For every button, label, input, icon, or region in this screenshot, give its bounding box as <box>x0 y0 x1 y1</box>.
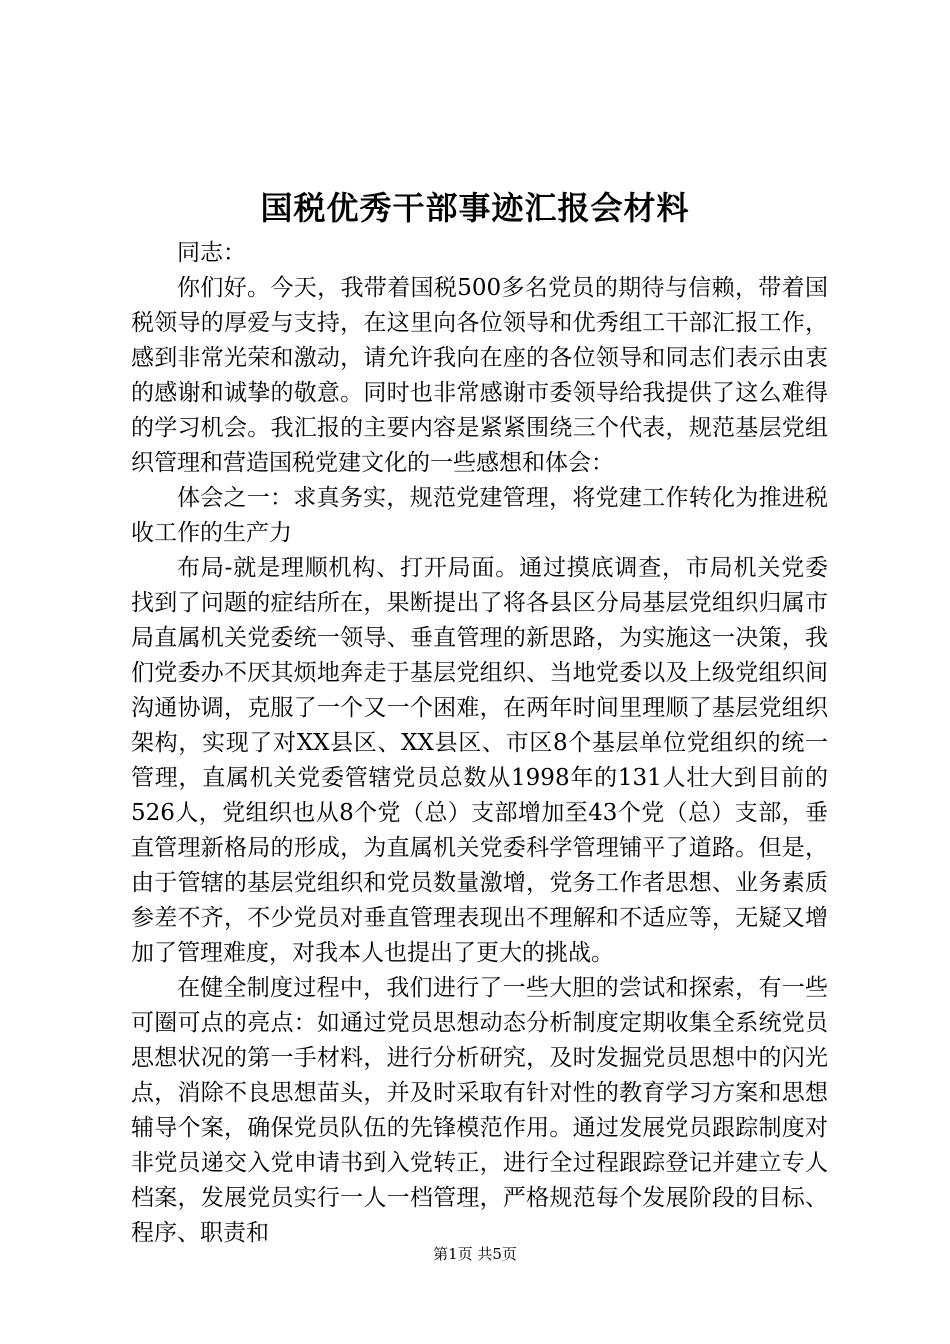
paragraph-heading-1: 体会之一：求真务实，规范党建管理，将党建工作转化为推进税收工作的生产力 <box>131 485 828 546</box>
document-body <box>131 236 828 1251</box>
document-title: 国税优秀干部事迹汇报会材料 <box>260 189 690 227</box>
salutation: 同志： <box>177 240 246 266</box>
page-footer: 第1页 共5页 <box>433 1245 517 1263</box>
paragraph-system: 在健全制度过程中，我们进行了一些大胆的尝试和探索，有一些可圈可点的亮点：如通过党员思想动态分析制度定期收集全系统党员思想状况的第一手材料，进行分析研究，及时发掘党员思想中的闪光点，消除不良思想苗头，并及时采取有针对性的教育学习方案和思想辅导个案，确保党员队伍的先锋模范作用。通过发展党员跟踪制度对非党员递交入党申请书到入党转正，进行全过程跟踪登记并建立专人档案，发展党员实行一人一档管理，严格规范每个发展阶段的目标、程序、职责和 <box>131 975 828 1246</box>
paragraph-intro: 你们好。今天，我带着国税500多名党员的期待与信赖，带着国税领导的厚爱与支持，在这里向各位领导和优秀组工干部汇报工作，感到非常光荣和激动，请允许我向在座的各位领导和同志们表示由衷的感谢和诚挚的敬意。同时也非常感谢市委领导给我提供了这么难得的学习机会。我汇报的主要内容是紧紧围绕三个代表，规范基层党组织管理和营造国税党建文化的一些感想和体会： <box>131 275 828 476</box>
paragraph-layout: 布局-就是理顺机构、打开局面。通过摸底调查，市局机关党委找到了问题的症结所在，果断提出了将各县区分局基层党组织归属市局直属机关党委统一领导、垂直管理的新思路，为实施这一决策，我们党委办不厌其烦地奔走于基层党组织、当地党委以及上级党组织间沟通协调，克服了一个又一个困难，在两年时间里理顺了基层党组织架构，实现了对XX县区、XX县区、市区8个基层单位党组织的统一管理，直属机关党委管辖党员总数从1998年的131人壮大到目前的526人，党组织也从8个党（总）支部增加至43个党（总）支部，垂直管理新格局的形成，为直属机关党委科学管理铺平了道路。但是，由于管辖的基层党组织和党员数量激增，党务工作者思想、业务素质参差不齐，不少党员对垂直管理表现出不理解和不适应等，无疑又增加了管理难度，对我本人也提出了更大的挑战。 <box>131 555 828 966</box>
